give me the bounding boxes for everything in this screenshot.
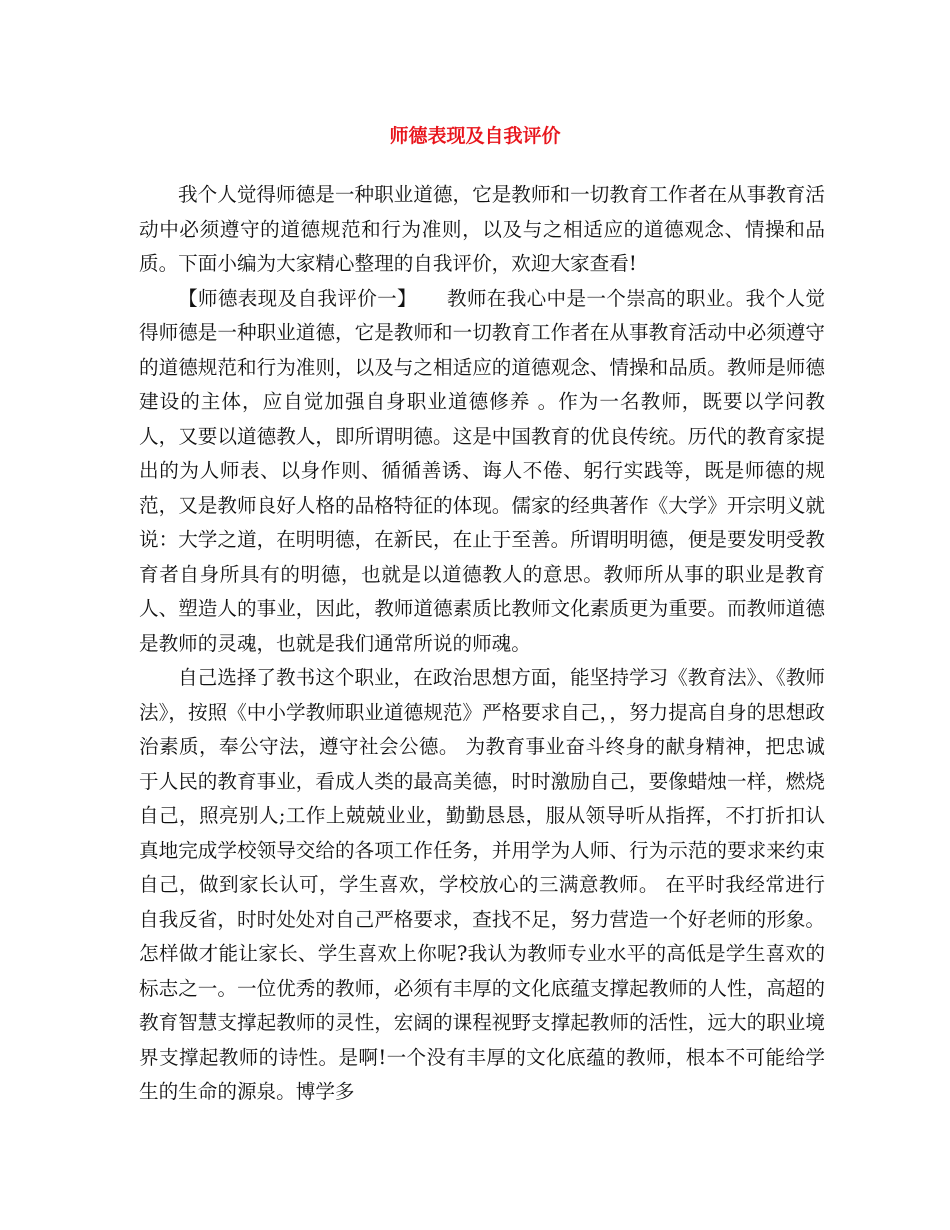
document-title: 师德表现及自我评价	[389, 125, 561, 147]
paragraph-intro: 我个人觉得师德是一种职业道德，它是教师和一切教育工作者在从事教育活动中必须遵守的道德规范和行为准则，以及与之相适应的道德观念、情操和品质。下面小编为大家精心整理的自我评价，欢迎大家查看!	[139, 183, 825, 275]
paragraph-career-choice: 自己选择了教书这个职业，在政治思想方面，能坚持学习《教育法》、《教师法》，按照《中小学教师职业道德规范》严格要求自己，，努力提高自身的思想政治素质，奉公守法，遵守社会公德。 为教育事业奋斗终身的献身精神，把忠诚于人民的教育事业，看成人类的最高美德，时时激励自己，要像蜡烛一样，燃烧自己，照亮别人;工作上兢兢业业，勤勤恳恳，服从领导听从指挥，不打折扣认真地完成学校领导交给的各项工作任务，并用学为人师、行为示范的要求来约束自己，做到家长认可，学生喜欢，学校放心的三满意教师。 在平时我经常进行自我反省，时时处处对自己严格要求，查找不足，努力营造一个好老师的形象。怎样做才能让家长、学生喜欢上你呢?我认为教师专业水平的高低是学生喜欢的标志之一。一位优秀的教师，必须有丰厚的文化底蕴支撑起教师的人性，高超的教育智慧支撑起教师的灵性，宏阔的课程视野支撑起教师的活性，远大的职业境界支撑起教师的诗性。是啊!一个没有丰厚的文化底蕴的教师，根本不可能给学生的生命的源泉。博学多	[139, 666, 825, 1103]
document-body	[139, 178, 825, 1110]
paragraph-evaluation-one: 【师德表现及自我评价一】 教师在我心中是一个崇高的职业。我个人觉得师德是一种职业道德，它是教师和一切教育工作者在从事教育活动中必须遵守的道德规范和行为准则，以及与之相适应的道德观念、情操和品质。教师是师德建设的主体，应自觉加强自身职业道德修养 。作为一名教师，既要以学问教人，又要以道德教人，即所谓明德。这是中国教育的优良传统。历代的教育家提出的为人师表、以身作则、循循善诱、诲人不倦、躬行实践等，既是师德的规范，又是教师良好人格的品格特征的体现。儒家的经典著作《大学》开宗明义就说：大学之道，在明明德，在新民，在止于至善。所谓明明德，便是要发明受教育者自身所具有的明德，也就是以道德教人的意思。教师所从事的职业是教育人、塑造人的事业，因此，教师道德素质比教师文化素质更为重要。而教师道德是教师的灵魂，也就是我们通常所说的师魂。	[139, 286, 825, 655]
